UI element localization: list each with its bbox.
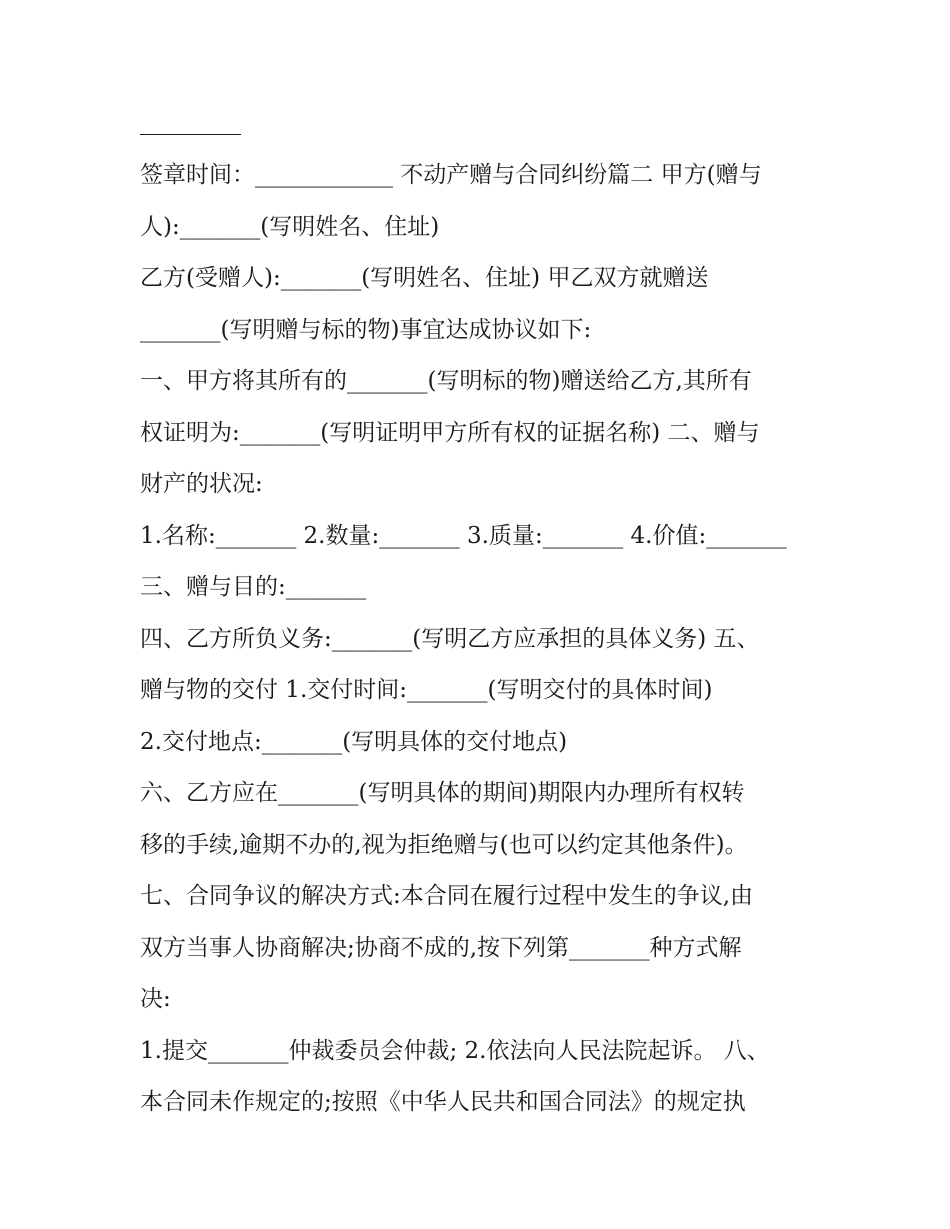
contract-body xyxy=(140,150,820,1129)
text-line: 1.提交_______仲裁委员会仲裁; 2.依法向人民法院起诉。 八、 xyxy=(140,1037,770,1064)
text-line: 六、乙方应在_______(写明具体的期间)期限内办理所有权转 xyxy=(140,780,745,806)
text-line: 1.名称:_______ 2.数量:_______ 3.质量:_______ 4.价值:_______ xyxy=(140,522,787,549)
text-line: 赠与物的交付 1.交付时间:_______(写明交付的具体时间) xyxy=(140,677,713,703)
text-line: 权证明为:_______(写明证明甲方所有权的证据名称) 二、赠与 xyxy=(140,419,760,446)
text-line: 一、甲方将其所有的_______(写明标的物)赠送给乙方,其所有 xyxy=(140,368,752,394)
text-line: 财产的状况: xyxy=(140,471,263,497)
text-line: 双方当事人协商解决;协商不成的,按下列第_______种方式解 xyxy=(140,934,742,961)
text-line: 三、赠与目的:_______ xyxy=(140,574,367,600)
text-line: 决: xyxy=(140,986,171,1012)
text-line: 七、合同争议的解决方式:本合同在履行过程中发生的争议,由 xyxy=(140,883,754,909)
text-line: 2.交付地点:_______(写明具体的交付地点) xyxy=(140,728,568,755)
text-line: 签章时间：____________ 不动产赠与合同纠纷篇二 甲方(赠与 xyxy=(140,162,762,188)
text-line: 移的手续,逾期不办的,视为拒绝赠与(也可以约定其他条件)。 xyxy=(140,831,748,858)
text-line: _______(写明赠与标的物)事宜达成协议如下: xyxy=(140,316,592,343)
text-line: 乙方(受赠人):_______(写明姓名、住址) 甲乙双方就赠送 xyxy=(140,265,709,291)
text-line: 人):_______(写明姓名、住址) xyxy=(140,213,440,240)
text-line: 本合同未作规定的;按照《中华人民共和国合同法》的规定执 xyxy=(140,1089,746,1115)
text-line: 四、乙方所负义务:_______(写明乙方应承担的具体义务) 五、 xyxy=(140,625,760,652)
signature-blank-line xyxy=(140,134,241,135)
